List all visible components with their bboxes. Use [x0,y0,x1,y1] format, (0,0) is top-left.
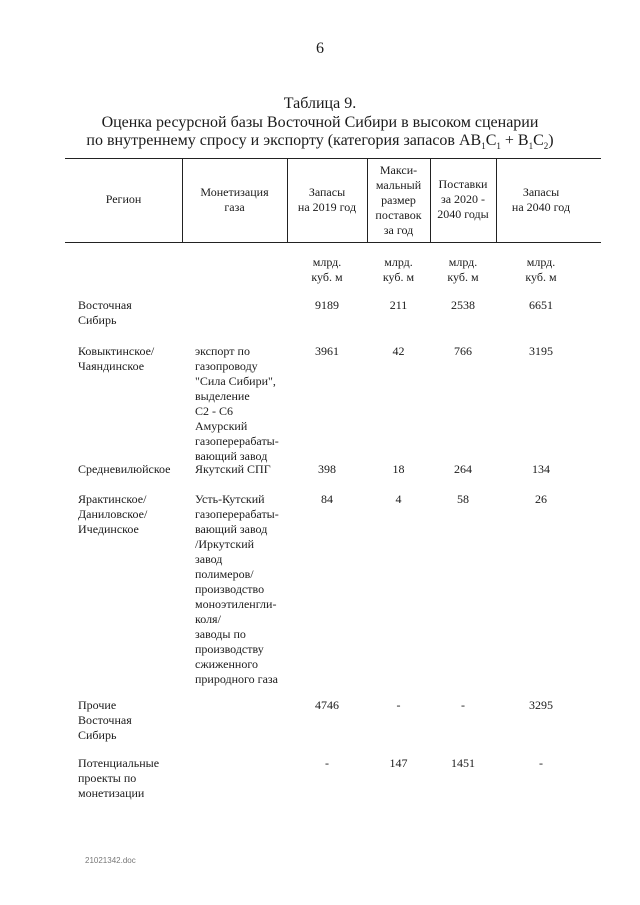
header-monetization: Монетизация газа [200,185,269,214]
table-cell-supplies: 2538 [451,298,475,312]
table-header-rule [65,242,601,243]
page-number: 6 [316,40,324,57]
table-cell-reserves-2040: 6651 [529,298,553,312]
table-row-region: Ярактинское/ Даниловское/ Ичединское [78,492,148,536]
table-cell-supplies: 264 [454,462,472,476]
unit-label: млрд. куб. м [447,255,479,284]
table-cell-max-supply: 211 [389,298,408,312]
table-cell-max-supply: 4 [395,492,402,506]
table-cell-max-supply: 42 [392,344,405,358]
header-supplies-2020-2040: Поставки за 2020 - 2040 годы [437,177,489,221]
table-cell-reserves-2019: 84 [321,492,333,506]
table-title-line2: по внутреннему спросу и экспорту (категория запасов $АВ_1С_1 + В_1С_2$) [86,132,554,152]
header-region: Регион [105,192,142,206]
table-cell-max-supply: 147 [389,756,408,770]
table-cell-max-supply: 18 [392,462,405,476]
unit-label: млрд. куб. м [525,255,557,284]
table-cell-reserves-2040: 3295 [529,698,553,712]
table-row-region: Ковыктинское/ Чаяндинское [78,344,155,373]
table-cell-reserves-2019: - [325,756,329,770]
table-cell-supplies: 766 [454,344,472,358]
table-cell-reserves-2040: 3195 [529,344,553,358]
table-cell-reserves-2040: 26 [535,492,547,506]
header-reserves-2019: Запасы на 2019 год [297,185,357,214]
table-row-region: Средневилюйское [78,462,171,476]
table-cell-reserves-2019: 3961 [315,344,339,358]
table-cell-reserves-2040: 134 [532,462,550,476]
document-footer: 21021342.doc [85,856,136,865]
table-cell-supplies: 1451 [451,756,475,770]
table-cell-supplies: - [461,698,465,712]
table-label: Таблица 9. [283,95,357,112]
header-reserves-2040: Запасы на 2040 год [511,185,571,214]
table-cell-monetization: экспорт по газопроводу "Сила Сибири", выделение С2 - С6 Амурский газоперерабаты- вающий завод [195,344,279,463]
table-row-region: Прочие Восточная Сибирь [78,698,132,742]
table-cell-reserves-2019: 4746 [315,698,339,712]
table-row-region: Потенциальные проекты по монетизации [78,756,160,800]
table-cell-monetization: Усть-Кутский газоперерабаты- вающий завод /Иркутский завод полимеров/ производство моноэтиленгли- коля/ заводы по производству сжиженного природного газа [195,492,279,686]
table-row-region: Восточная Сибирь [78,298,132,327]
table-title-line1: Оценка ресурсной базы Восточной Сибири в высоком сценарии [101,114,539,131]
table-cell-reserves-2040: - [539,756,543,770]
table-top-rule [65,158,601,159]
unit-label: млрд. куб. м [311,255,343,284]
table-cell-monetization: Якутский СПГ [195,462,271,476]
table-cell-reserves-2019: 9189 [315,298,339,312]
table-cell-max-supply: - [396,698,401,712]
header-max-supply: Макси- мальный размер поставок за год [375,163,422,237]
table-cell-supplies: 58 [457,492,469,506]
table-cell-reserves-2019: 398 [318,462,336,476]
unit-label: млрд. куб. м [382,255,415,284]
